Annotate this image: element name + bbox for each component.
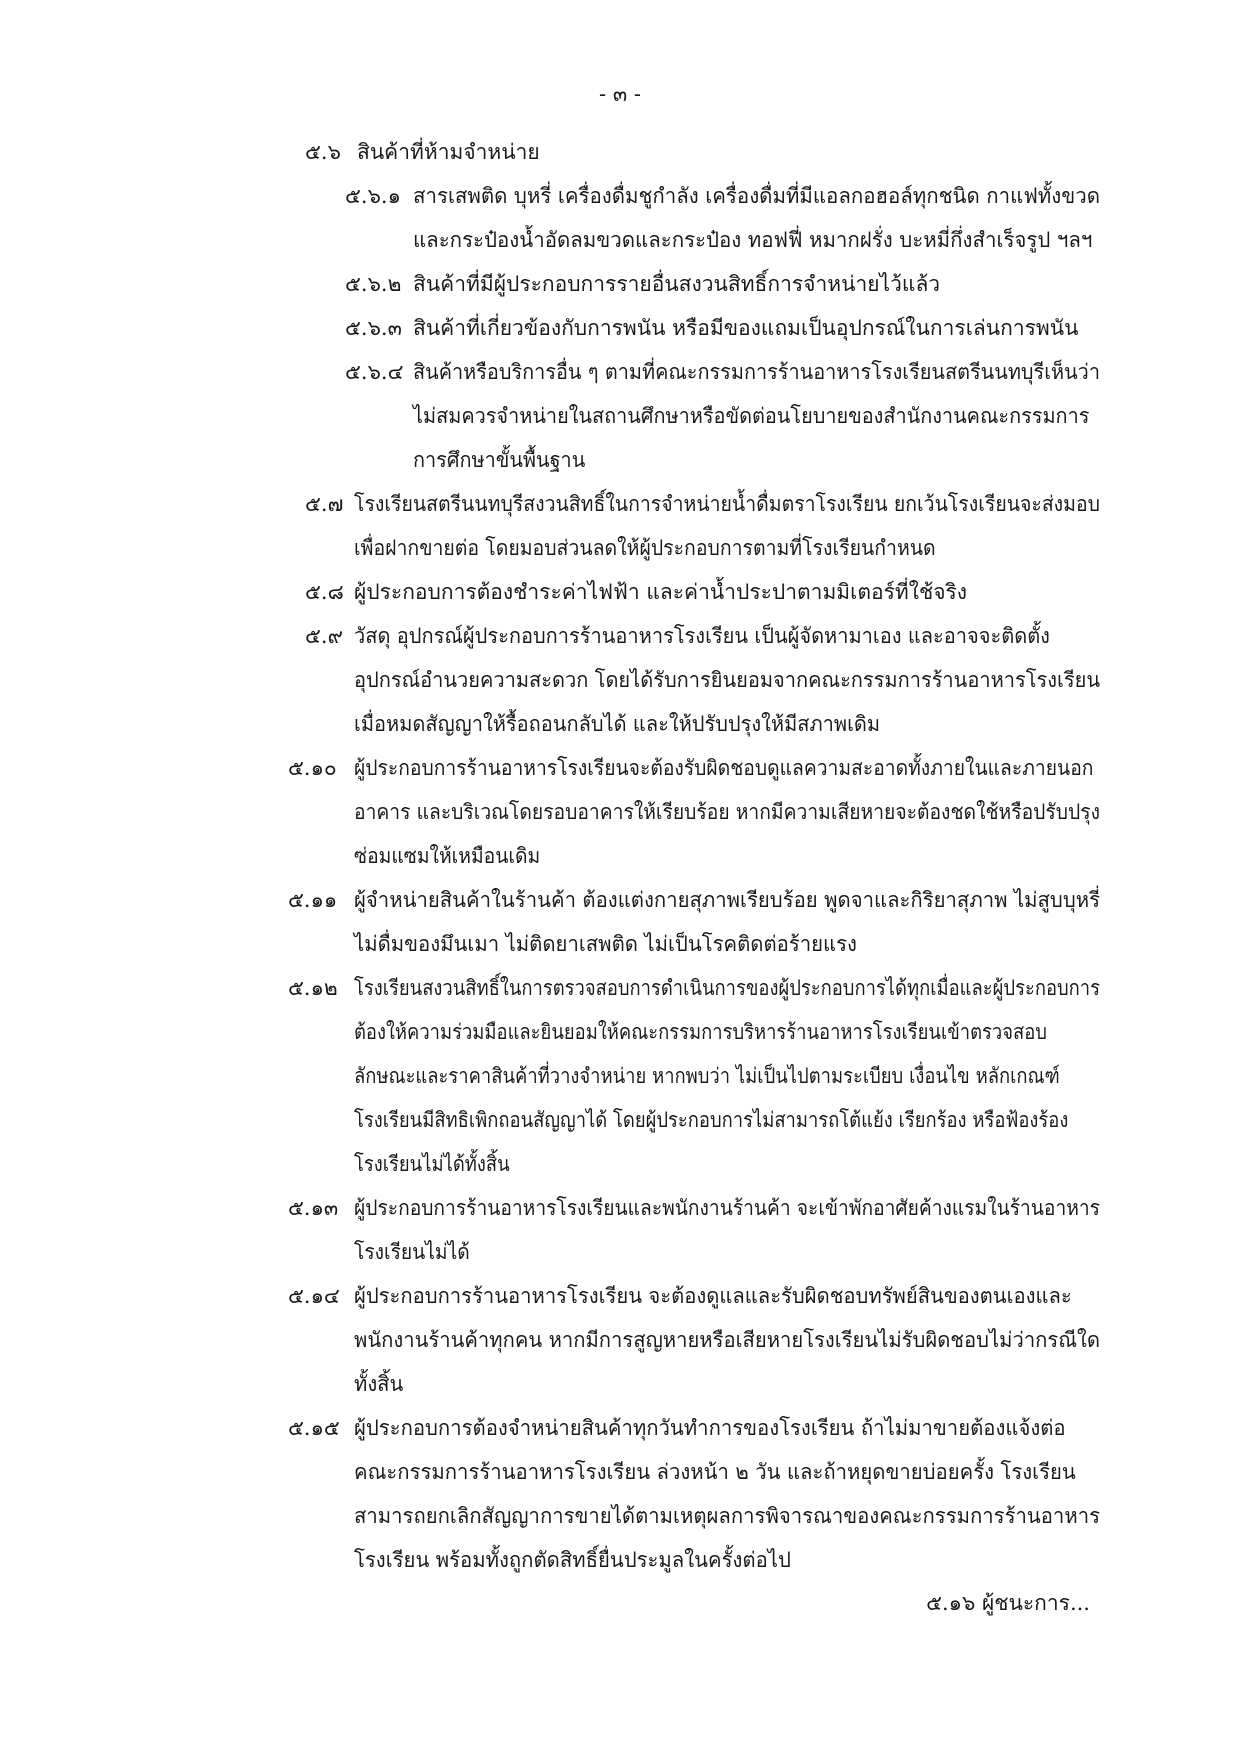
clause-text-line: ผู้ประกอบการร้านอาหารโรงเรียนและพนักงานร้านค้า จะเข้าพักอาศัยค้างแรมในร้านอาหาร — [354, 1196, 1100, 1220]
clause-number: ๕.๖.๔ — [345, 360, 404, 384]
clause-text-line: โรงเรียนไม่ได้ทั้งสิ้น — [354, 1152, 510, 1176]
clause-5-14 — [288, 1274, 1129, 1406]
clause-text-line: ไม่สมควรจำหน่ายในสถานศึกษาหรือขัดต่อนโยบายของสำนักงานคณะกรรมการ — [413, 404, 1090, 428]
clause-text-line: โรงเรียน พร้อมทั้งถูกตัดสิทธิ์ยื่นประมูลในครั้งต่อไป — [354, 1548, 791, 1572]
clause-number: ๕.๑๒ — [288, 976, 338, 1000]
clause-text-line: ผู้ประกอบการต้องชำระค่าไฟฟ้า และค่าน้ำประปาตามมิเตอร์ที่ใช้จริง — [354, 580, 968, 604]
clause-text-line: เพื่อฝากขายต่อ โดยมอบส่วนลดให้ผู้ประกอบการตามที่โรงเรียนกำหนด — [354, 536, 936, 560]
clause-5-10 — [288, 746, 1167, 878]
clause-5-8 — [305, 570, 967, 614]
clause-number: ๕.๑๔ — [288, 1284, 340, 1308]
clause-text-line: พนักงานร้านค้าทุกคน หากมีการสูญหายหรือเสียหายโรงเรียนไม่รับผิดชอบไม่ว่ากรณีใด — [354, 1328, 1100, 1352]
clause-text-line: วัสดุ อุปกรณ์ผู้ประกอบการร้านอาหารโรงเรียน เป็นผู้จัดหามาเอง และอาจจะติดตั้ง — [354, 624, 1050, 648]
clause-number: ๕.๖.๑ — [345, 184, 401, 208]
clause-text-line: โรงเรียนมีสิทธิเพิกถอนสัญญาได้ โดยผู้ประกอบการไม่สามารถโต้แย้ง เรียกร้อง หรือฟ้องร้อง — [354, 1108, 1069, 1132]
clause-number: ๕.๑๕ — [288, 1416, 340, 1440]
clause-number: ๕.๑๑ — [288, 888, 338, 912]
clause-text-line: อุปกรณ์อำนวยความสะดวก โดยได้รับการยินยอมจากคณะกรรมการร้านอาหารโรงเรียน — [354, 668, 1100, 692]
next-page-continuation: ๕.๑๖ ผู้ชนะการ... — [926, 1591, 1090, 1615]
clause-number: ๕.๑๐ — [288, 756, 337, 780]
page-number: - ๓ - — [599, 82, 641, 106]
clause-5-13 — [288, 1186, 1170, 1274]
clause-text-line: สินค้าที่มีผู้ประกอบการรายอื่นสงวนสิทธิ์การจำหน่ายไว้แล้ว — [413, 272, 941, 296]
clause-text-line: ผู้ประกอบการร้านอาหารโรงเรียน จะต้องดูแลและรับผิดชอบทรัพย์สินของตนเองและ — [354, 1284, 1072, 1308]
clause-text-line: โรงเรียนสตรีนนทบุรีสงวนสิทธิ์ในการจำหน่ายน้ำดื่มตราโรงเรียน ยกเว้นโรงเรียนจะส่งมอบ — [354, 492, 1100, 516]
clause-5-9 — [305, 614, 1137, 746]
clause-5-7 — [305, 482, 1160, 570]
clause-text-line: อาคาร และบริเวณโดยรอบอาคารให้เรียบร้อย หากมีความเสียหายจะต้องชดใช้หรือปรับปรุง — [354, 800, 1100, 824]
clause-5-6 — [305, 130, 540, 174]
clause-text-line: โรงเรียนไม่ได้ — [354, 1240, 470, 1264]
clause-text-line: สินค้าที่ห้ามจำหน่าย — [357, 140, 540, 164]
clause-number: ๕.๖.๓ — [345, 316, 402, 340]
clause-5-11 — [288, 878, 1126, 966]
clause-number: ๕.๗ — [305, 492, 344, 516]
clause-text-line: ผู้ประกอบการร้านอาหารโรงเรียนจะต้องรับผิดชอบดูแลความสะอาดทั้งภายในและภายนอก — [354, 756, 1094, 780]
clause-text-line: สารเสพติด บุหรี่ เครื่องดื่มชูกำลัง เครื่องดื่มที่มีแอลกอฮอล์ทุกชนิด กาแฟทั้งขวด — [413, 184, 1100, 208]
clause-text-line: ซ่อมแซมให้เหมือนเดิม — [354, 844, 541, 868]
clause-number: ๕.๘ — [305, 580, 344, 604]
clause-number: ๕.๖ — [305, 140, 341, 164]
clause-5-6-4 — [345, 350, 1139, 482]
clause-text-line: ทั้งสิ้น — [354, 1372, 404, 1396]
clause-5-15 — [288, 1406, 1126, 1582]
clause-text-line: ต้องให้ความร่วมมือและยินยอมให้คณะกรรมการบริหารร้านอาหารโรงเรียนเข้าตรวจสอบ — [354, 1020, 1047, 1044]
clause-text-line: และกระป๋องน้ำอัดลมขวดและกระป๋อง ทอฟฟี่ หมากฝรั่ง บะหมี่กึ่งสำเร็จรูป ฯลฯ — [413, 228, 1093, 252]
clause-text-line: ผู้จำหน่ายสินค้าในร้านค้า ต้องแต่งกายสุภาพเรียบร้อย พูดจาและกิริยาสุภาพ ไม่สูบบุหรี่ — [354, 888, 1100, 912]
clause-text-line: ลักษณะและราคาสินค้าที่วางจำหน่าย หากพบว่า ไม่เป็นไปตามระเบียบ เงื่อนไข หลักเกณฑ์ — [354, 1064, 1060, 1088]
clause-text-line: คณะกรรมการร้านอาหารโรงเรียน ล่วงหน้า ๒ วัน และถ้าหยุดขายบ่อยครั้ง โรงเรียน — [354, 1460, 1076, 1484]
clause-5-12 — [288, 966, 1206, 1186]
clause-5-6-3 — [345, 306, 1078, 350]
clause-text-line: ผู้ประกอบการต้องจำหน่ายสินค้าทุกวันทำการของโรงเรียน ถ้าไม่มาขายต้องแจ้งต่อ — [354, 1416, 1066, 1440]
clause-number: ๕.๙ — [305, 624, 343, 648]
clause-text-line: ไม่ดื่มของมึนเมา ไม่ติดยาเสพติด ไม่เป็นโรคติดต่อร้ายแรง — [354, 932, 857, 956]
clause-number: ๕.๖.๒ — [345, 272, 402, 296]
clause-text-line: สินค้าหรือบริการอื่น ๆ ตามที่คณะกรรมการร้านอาหารโรงเรียนสตรีนนทบุรีเห็นว่า — [413, 360, 1100, 384]
clause-text-line: สินค้าที่เกี่ยวข้องกับการพนัน หรือมีของแถมเป็นอุปกรณ์ในการเล่นการพนัน — [413, 316, 1079, 340]
clause-number: ๕.๑๓ — [288, 1196, 339, 1220]
clause-text-line: การศึกษาขั้นพื้นฐาน — [413, 448, 586, 472]
clause-text-line: โรงเรียนสงวนสิทธิ์ในการตรวจสอบการดำเนินการของผู้ประกอบการได้ทุกเมื่อและผู้ประกอบการ — [354, 976, 1100, 1000]
clause-text-line: เมื่อหมดสัญญาให้รื้อถอนกลับได้ และให้ปรับปรุงให้มีสภาพเดิม — [354, 712, 881, 736]
clause-5-6-1 — [345, 174, 1119, 262]
clause-5-6-2 — [345, 262, 940, 306]
clause-text-line: สามารถยกเลิกสัญญาการขายได้ตามเหตุผลการพิจารณาของคณะกรรมการร้านอาหาร — [354, 1504, 1100, 1528]
